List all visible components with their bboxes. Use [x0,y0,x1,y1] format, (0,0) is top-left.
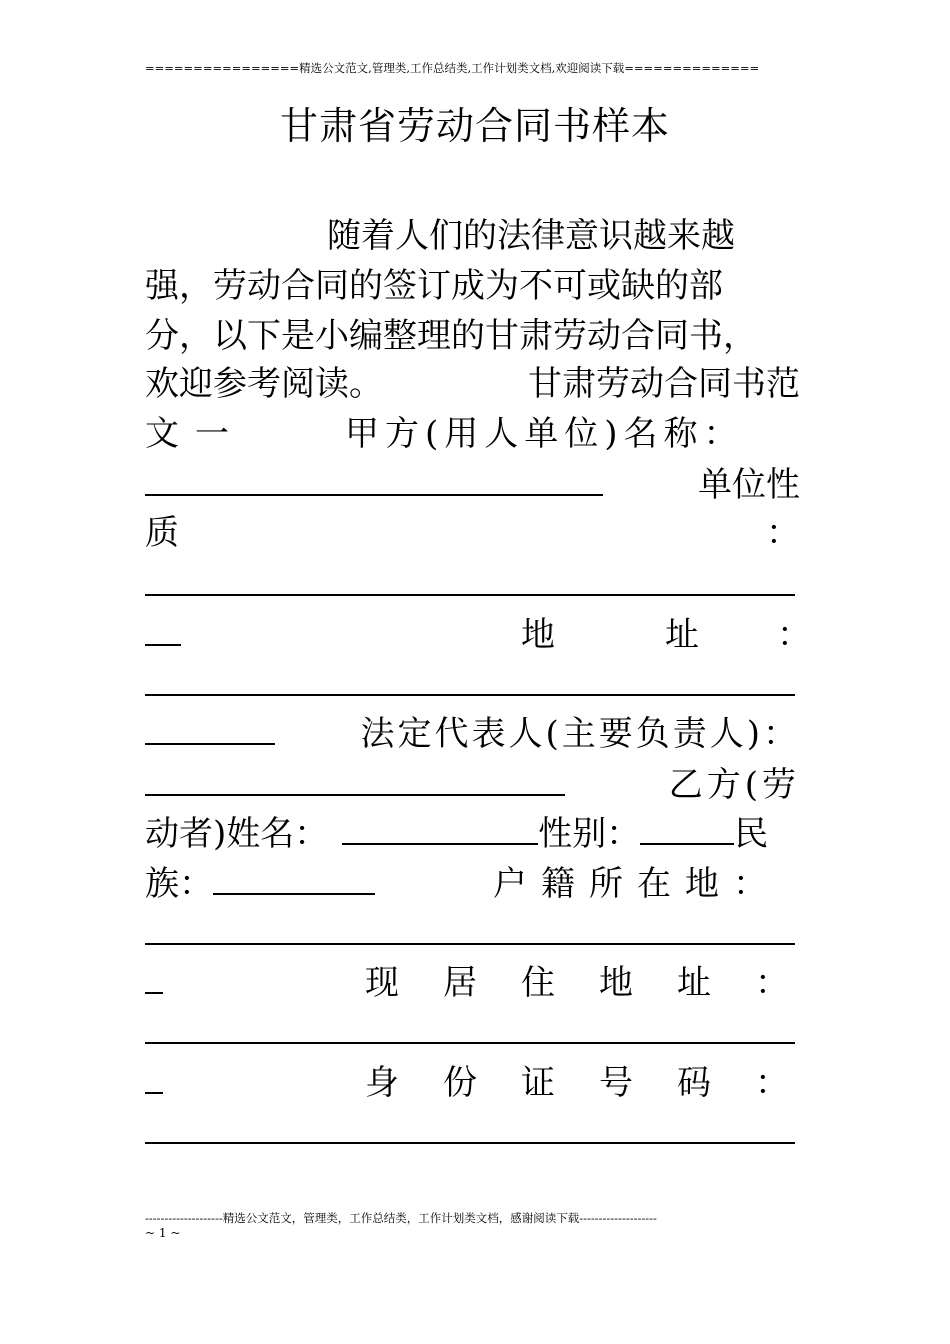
residence-label: 现居住地址： [365,963,833,1003]
id-blank[interactable] [145,1104,795,1144]
name-gender-row: 动者)姓名： 性别： 民 [145,805,800,857]
gender-blank[interactable] [640,805,734,845]
household-field-row [145,905,800,957]
address-blank[interactable] [145,656,795,696]
id-label: 身份证号码： [365,1063,833,1103]
party-b-label: 乙方(劳 [668,765,800,805]
legal-rep-label: 法定代表人(主要负责人)： [360,714,800,754]
address-field-row [145,656,800,708]
party-a-name-blank[interactable] [145,456,603,496]
intro-line-1: 随着人们的法律意识越来越 [327,216,735,256]
ethnicity-household-row: 族： 户籍所在地： [145,855,800,907]
intro-line-3: 分，以下是小编整理的甘肃劳动合同书， [145,316,757,356]
party-a-name-field-row [145,456,800,508]
residence-blank[interactable] [145,1004,795,1044]
household-label: 户籍所在地： [493,864,781,904]
legal-rep-blank[interactable] [145,756,565,796]
intro-line-2: 强，劳动合同的签订成为不可或缺的部 [145,266,723,306]
address-row: 地 址 ： [145,606,800,658]
legal-rep-row [145,705,800,757]
header-banner: ================精选公文范文,管理类,工作总结类,工作计划类文档,欢迎阅读下载============== [145,61,760,75]
residence-blank-tail[interactable] [145,1054,163,1094]
unit-nature-field-row [145,556,800,608]
gender-label: 性别： [538,814,641,854]
party-a-name-label: 甲方(用人单位)名称： [345,414,744,454]
unit-nature-blank-tail[interactable] [145,606,181,646]
id-field-row [145,1104,800,1156]
page-number: ~ 1 ~ [145,1226,181,1240]
ethnicity-blank[interactable] [213,855,375,895]
address-blank-tail[interactable] [145,705,275,745]
household-blank[interactable] [145,905,795,945]
footer-banner: --------------------精选公文范文，管理类，工作总结类，工作计划类文档，感谢阅读下载-------------------- [145,1211,657,1225]
unit-nature-label: 单位性 [698,465,800,505]
page-title: 甘肃省劳动合同书样本 [279,104,670,148]
intro-line-4: 欢迎参考阅读。 甘肃劳动合同书范 [145,364,800,404]
name-blank[interactable] [342,805,538,845]
unit-nature-blank[interactable] [145,556,795,596]
party-b-row [145,756,800,808]
residence-field-row [145,1004,800,1056]
residence-row [145,954,833,1006]
id-row [145,1054,833,1106]
unit-nature-row: 质 ： [145,513,800,553]
address-label: 地 址 [521,615,737,655]
household-blank-tail[interactable] [145,954,163,994]
party-a-name-row: 文一 甲方(用人单位)名称： [145,414,744,454]
